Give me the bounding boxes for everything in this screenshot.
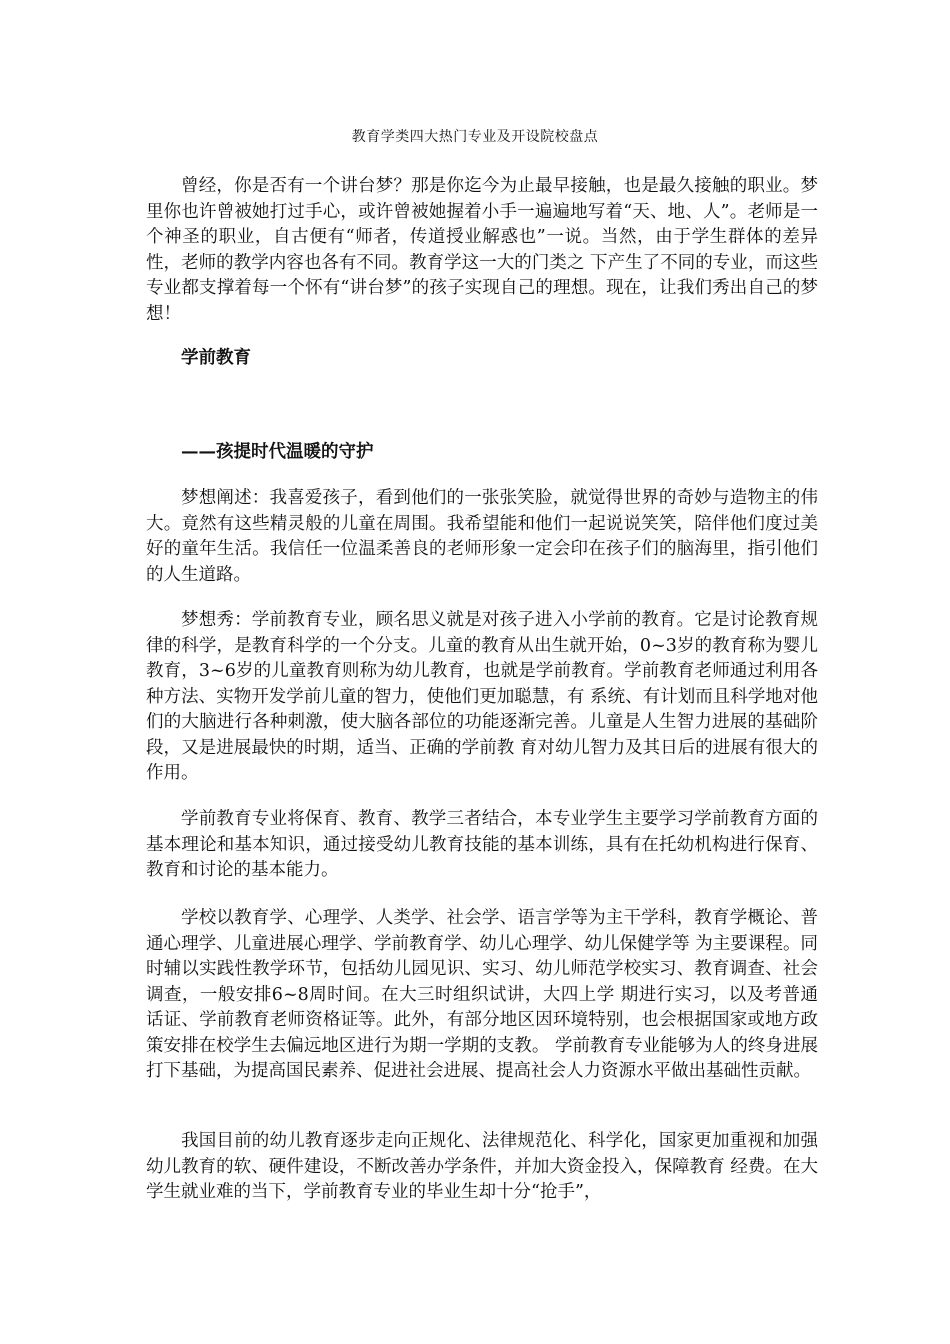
body-paragraph-1: 梦想阐述：我喜爱孩子，看到他们的一张张笑脸，就觉得世界的奇妙与造物主的伟大。竟然有这些精灵般的儿童在周围。我希望能和他们一起说说笑笑，陪伴他们度过美好的童年生活。我信任一位温柔善良的老师形象一定会印在孩子们的脑海里，指引他们的人生道路。 — [146, 488, 818, 585]
intro-paragraph: 曾经，你是否有一个讲台梦？那是你迄今为止最早接触，也是最久接触的职业。梦里你也许曾被她打过手心，或许曾被她握着小手一遍遍地写着“天、地、人”。老师是一个神圣的职业，自古便有“师者，传道授业解惑也”一说。当然，由于学生群体的差异性，老师的教学内容也各有不同。教育学这一大的门类之 下产生了不同的专业，而这些专业都支撑着每一个怀有“讲台梦”的孩子实现自己的理想。现在，让我们秀出自己的梦想！ — [146, 176, 818, 324]
document-title: 教育学类四大热门专业及开设院校盘点 — [351, 129, 599, 145]
body-paragraph-3: 学前教育专业将保育、教育、教学三者结合，本专业学生主要学习学前教育方面的基本理论和基本知识，通过接受幼儿教育技能的基本训练，具有在托幼机构进行保育、教育和讨论的基本能力。 — [146, 809, 818, 880]
body-paragraph-2: 梦想秀：学前教育专业，顾名思义就是对孩子进入小学前的教育。它是讨论教育规律的科学，是教育科学的一个分支。儿童的教育从出生就开始，0~3岁的教育称为婴儿教育，3~6岁的儿童教育则称为幼儿教育，也就是学前教育。学前教育老师通过利用各种方法、实物开发学前儿童的智力，使他们更加聪慧，有 系统、有计划而且科学地对他们的大脑进行各种刺激，使大脑各部位的功能逐渐完善。儿童是人生智力进展的基础阶段，又是进展最快的时期，适当、正确的学前教 育对幼儿智力及其日后的进展有很大的作用。 — [146, 610, 818, 783]
section-subheading: ——孩提时代温暖的守护 — [181, 442, 374, 462]
body-paragraph-5: 我国目前的幼儿教育逐步走向正规化、法律规范化、科学化，国家更加重视和加强幼儿教育的软、硬件建设，不断改善办学条件，并加大资金投入，保障教育 经费。在大学生就业难的当下，学前教育专业的毕业生却十分“抢手”， — [146, 1131, 818, 1202]
section-heading: 学前教育 — [181, 348, 251, 368]
body-paragraph-4: 学校以教育学、心理学、人类学、社会学、语言学等为主干学科，教育学概论、普通心理学、儿童进展心理学、学前教育学、幼儿心理学、幼儿保健学等 为主要课程。同时辅以实践性教学环节，包括幼儿园见识、实习、幼儿师范学校实习、教育调查、社会调查，一般安排6~8周时间。在大三时组织试讲，大四上学 期进行实习，以及考普通话证、学前教育老师资格证等。此外，有部分地区因环境特别，也会根据国家或地方政策安排在校学生去偏远地区进行为期一学期的支教。 学前教育专业能够为人的终身进展打下基础，为提高国民素养、促进社会进展、提高社会人力资源水平做出基础性贡献。 — [146, 908, 818, 1081]
